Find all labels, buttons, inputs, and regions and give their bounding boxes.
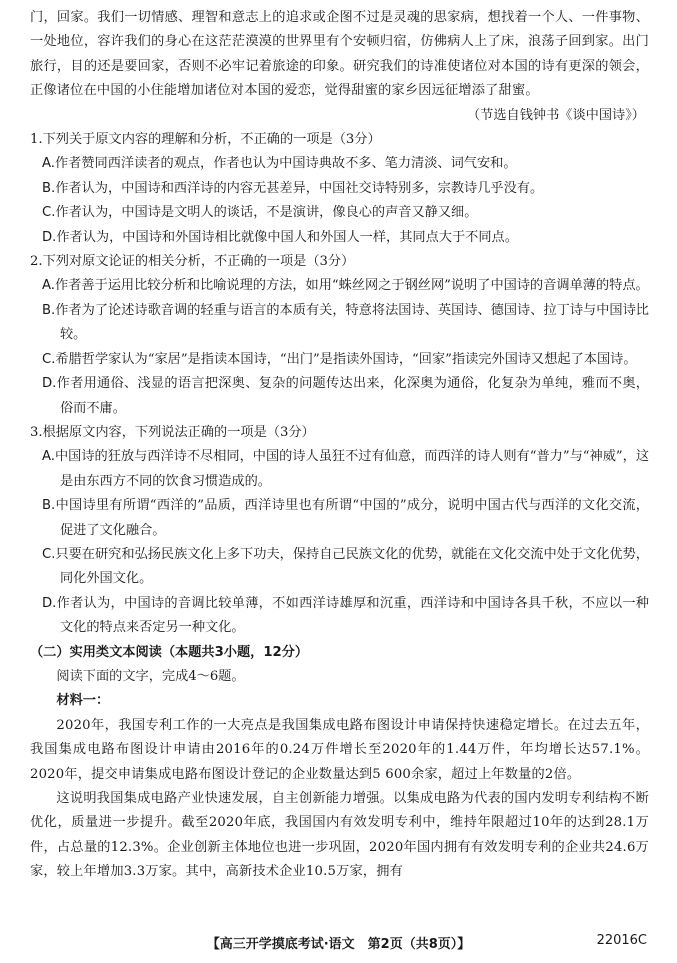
question-2 xyxy=(30,250,649,421)
option-letter: A. xyxy=(42,156,55,172)
option-a xyxy=(30,152,649,176)
section-instruction: 阅读下面的文字，完成4～6题。 xyxy=(56,668,245,684)
question-1 xyxy=(30,128,649,250)
option-d xyxy=(30,226,649,250)
option-letter: B. xyxy=(42,180,56,196)
option-d xyxy=(30,372,649,421)
option-text: 希腊哲学家认为“家居”是指读本国诗，“出门”是指读外国诗，“回家”指读完外国诗又想起了本国诗。 xyxy=(55,351,637,367)
option-text: 作者认为，中国诗和外国诗相比就像中国人和外国人一样，其同点大于不同点。 xyxy=(56,229,518,245)
option-text: 作者为了论述诗歌音调的轻重与语言的本质有关，特意将法国诗、英国诗、德国诗、拉丁诗与中国诗比较。 xyxy=(55,302,649,343)
page-footer xyxy=(0,929,677,955)
passage-continuation: 门，回家。我们一切情感、理智和意志上的追求或企图不过是灵魂的思家病，想找着一个人、一件事物、一处地位，容许我们的身心在这茫茫漠漠的世界里有个安顿归宿，仿佛病人上了床，浪荡子回到家。出门旅行，目的还是要回家，否则不必牢记着旅途的印象。研究我们的诗准使诸位对本国的诗有更深的领会，正像诸位在中国的小住能增加诸位对本国的爱恋，觉得甜蜜的家乡因远征增添了甜蜜。 xyxy=(30,10,649,99)
option-text: 作者善于运用比较分析和比喻说理的方法，如用“蛛丝网之于钢丝网”说明了中国诗的音调单薄的特点。 xyxy=(54,278,649,294)
option-b xyxy=(30,177,649,201)
option-b xyxy=(30,299,649,348)
option-letter: B. xyxy=(42,498,56,514)
section-heading: （二）实用类文本阅读（本题共3小题，12分） xyxy=(30,644,309,660)
option-text: 作者认为，中国诗和西洋诗的内容无甚差异，中国社交诗特别多，宗教诗几乎没有。 xyxy=(55,180,544,196)
option-text: 作者用通俗、浅显的语言把深奥、复杂的问题传达出来，化深奥为通俗，化复杂为单纯，雅而不奥，俗而不庸。 xyxy=(56,376,649,416)
passage-source: （节选自钱钟书《谈中国诗》） xyxy=(466,107,645,123)
option-text: 中国诗的狂放与西洋诗不尽相同，中国的诗人虽狂不过有仙意，而西洋的诗人则有“普力”与“神威”，这是由东西方不同的饮食习惯造成的。 xyxy=(54,449,650,489)
question-stem: 3.根据原文内容，下列说法正确的一项是（3分） xyxy=(30,424,315,440)
option-text: 作者赞同西洋读者的观点，作者也认为中国诗典故不多、笔力清淡、词气安和。 xyxy=(54,156,517,172)
option-a xyxy=(30,445,649,494)
footer-exam-code: 22016C xyxy=(596,933,647,948)
material-paragraph: 2020年，我国专利工作的一大亮点是我国集成电路布图设计申请保持快速稳定增长。在过去五年，我国集成电路布图设计申请由2016年的0.24万件增长至2020年的1.44万件，年均增长达57.1%。2020年，提交申请集成电路布图设计登记的企业数量达到5 600余家，超过上年数量的2倍。 xyxy=(30,717,649,782)
option-text: 作者认为，中国诗是文明人的谈话，不是演讲，像良心的声音又静又细。 xyxy=(55,205,478,221)
option-d xyxy=(30,592,649,641)
option-letter: C. xyxy=(42,351,56,367)
option-letter: A. xyxy=(42,449,55,465)
option-a xyxy=(30,274,649,298)
option-letter: C. xyxy=(42,205,56,221)
option-text: 只要在研究和弘扬民族文化上多下功夫，保持自己民族文化的优势，就能在文化交流中处于文化优势，同化外国文化。 xyxy=(55,546,649,587)
option-c xyxy=(30,201,649,225)
question-3 xyxy=(30,421,649,641)
question-stem: 1.下列关于原文内容的理解和分析，不正确的一项是（3分） xyxy=(30,132,381,148)
option-letter: B. xyxy=(42,302,56,318)
material-label: 材料一： xyxy=(56,693,110,709)
material-paragraph: 这说明我国集成电路产业快速发展，自主创新能力增强。以集成电路为代表的国内发明专利结构不断优化，质量进一步提升。截至2020年底，我国国内有效发明专利中，维持年限超过10年的达到28.1万件，占总量的12.3%。企业创新主体地位也进一步巩固，2020年国内拥有有效发明专利的企业共24.6万家，较上年增加3.3万家。其中，高新技术企业10.5万家，拥有 xyxy=(30,791,649,880)
option-c xyxy=(30,543,649,592)
option-b xyxy=(30,494,649,543)
option-letter: A. xyxy=(42,278,55,294)
option-c xyxy=(30,348,649,372)
option-letter: D. xyxy=(42,595,57,611)
question-stem: 2.下列对原文论证的相关分析，不正确的一项是（3分） xyxy=(30,254,355,270)
option-text: 作者认为，中国诗的音调比较单薄，不如西洋诗雄厚和沉重，西洋诗和中国诗各具千秋，不应以一种文化的特点来否定另一种文化。 xyxy=(56,595,649,636)
option-letter: D. xyxy=(42,229,57,245)
option-letter: C. xyxy=(42,546,56,562)
option-text: 中国诗里有所谓“西洋的”品质，西洋诗里也有所谓“中国的”成分，说明中国古代与西洋的文化交流，促进了文化融合。 xyxy=(55,498,649,538)
footer-page-info: 【高三开学摸底考试·语文 第2页（共8页）】 xyxy=(206,937,471,952)
option-letter: D. xyxy=(42,376,57,392)
